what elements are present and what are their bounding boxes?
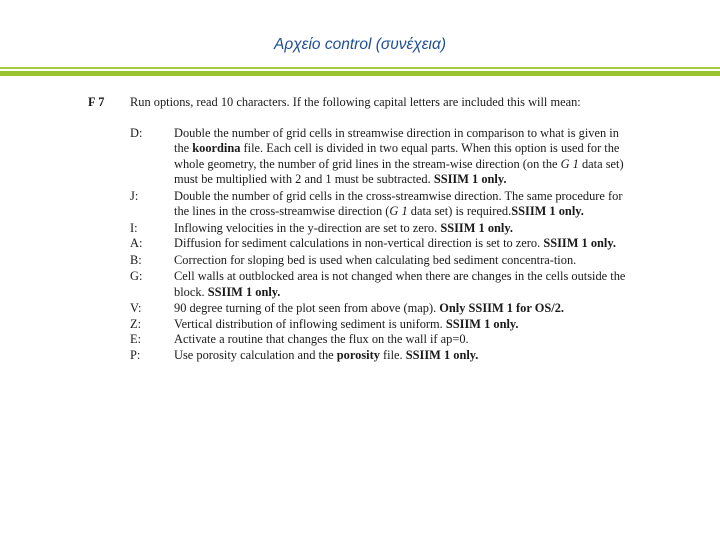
italic-run: G 1 bbox=[389, 204, 408, 218]
option-b bbox=[130, 253, 628, 269]
title-rule-thin bbox=[0, 67, 720, 69]
text-run: file. bbox=[379, 347, 406, 362]
text-run: Double the number of grid cells in the cross-streamwise direction. The same procedure for the lines in the cross-streamwise direction ( bbox=[174, 188, 623, 218]
entry-f7 bbox=[88, 95, 628, 111]
bold-run: Only SSIIM 1 for OS/2. bbox=[439, 301, 565, 315]
option-description: Correction for sloping bed is used when calculating bed sediment concentra-tion. bbox=[174, 252, 577, 267]
text-run: Cell walls at outblocked area is not changed when there are changes in the cells outside the block. bbox=[174, 269, 626, 299]
option-description bbox=[174, 236, 628, 252]
option-description bbox=[174, 301, 628, 317]
entry-intro: Run options, read 10 characters. If the following capital letters are included this will mean: bbox=[130, 95, 581, 109]
option-description bbox=[174, 348, 628, 364]
bold-run: SSIIM 1 only. bbox=[440, 220, 513, 235]
option-z bbox=[130, 317, 628, 333]
bold-run: koordina bbox=[192, 141, 241, 155]
option-description bbox=[174, 269, 628, 300]
option-description bbox=[174, 221, 628, 237]
option-g bbox=[130, 269, 628, 300]
text-run: data set) is required. bbox=[407, 204, 512, 218]
option-key: E: bbox=[130, 332, 142, 346]
option-a bbox=[130, 236, 628, 252]
entry-code: F 7 bbox=[88, 95, 105, 109]
document-body bbox=[88, 95, 628, 363]
text-run: Diffusion for sediment calculations in non-vertical direction is set to zero. bbox=[174, 236, 544, 250]
text-run: Use porosity calculation and the bbox=[174, 347, 337, 362]
option-key: J: bbox=[130, 188, 139, 203]
option-description bbox=[174, 126, 628, 188]
slide-title: Αρχείο control (συνέχεια) bbox=[274, 36, 446, 53]
option-key: I: bbox=[130, 220, 138, 235]
bold-run: SSIIM 1 only. bbox=[433, 172, 507, 186]
bold-run: SSIIM 1 only. bbox=[511, 204, 584, 218]
option-description bbox=[174, 189, 628, 220]
option-p bbox=[130, 348, 628, 364]
option-key: P: bbox=[130, 347, 141, 362]
option-e bbox=[130, 332, 628, 348]
option-v bbox=[130, 301, 628, 317]
option-key: V: bbox=[130, 301, 142, 315]
option-key: B: bbox=[130, 252, 142, 267]
bold-run: SSIIM 1 only. bbox=[207, 284, 281, 299]
option-key: G: bbox=[130, 269, 143, 283]
option-list bbox=[130, 126, 628, 364]
option-d bbox=[130, 126, 628, 188]
bold-run: SSIIM 1 only. bbox=[543, 236, 616, 250]
text-run: 90 degree turning of the plot seen from above (map). bbox=[174, 301, 440, 315]
title-rule-thick bbox=[0, 71, 720, 76]
bold-run: SSIIM 1 only. bbox=[405, 347, 479, 362]
option-description bbox=[174, 317, 628, 333]
text-run: data set) must be multiplied with 2 and 1 must be subtracted. bbox=[174, 156, 624, 186]
text-run: Inflowing velocities in the y-direction are set to zero. bbox=[174, 220, 441, 235]
text-run: Vertical distribution of inflowing sediment is uniform. bbox=[174, 316, 446, 331]
option-key: A: bbox=[130, 236, 143, 250]
text-run: file. Each cell is divided in two equal parts. When this option is used for the whole geometry, the number of grid lines in the stream-wise direction (on the bbox=[174, 141, 620, 171]
bold-run: SSIIM 1 only. bbox=[445, 316, 519, 331]
bold-run: porosity bbox=[336, 347, 380, 362]
option-key: Z: bbox=[130, 316, 142, 331]
option-key: D: bbox=[130, 125, 143, 140]
option-j bbox=[130, 189, 628, 220]
italic-run: G 1 bbox=[560, 156, 579, 171]
option-i bbox=[130, 221, 628, 237]
option-description: Activate a routine that changes the flux on the wall if ap=0. bbox=[174, 332, 469, 346]
text-run: Double the number of grid cells in streamwise direction in comparison to what is given in the bbox=[174, 125, 619, 155]
